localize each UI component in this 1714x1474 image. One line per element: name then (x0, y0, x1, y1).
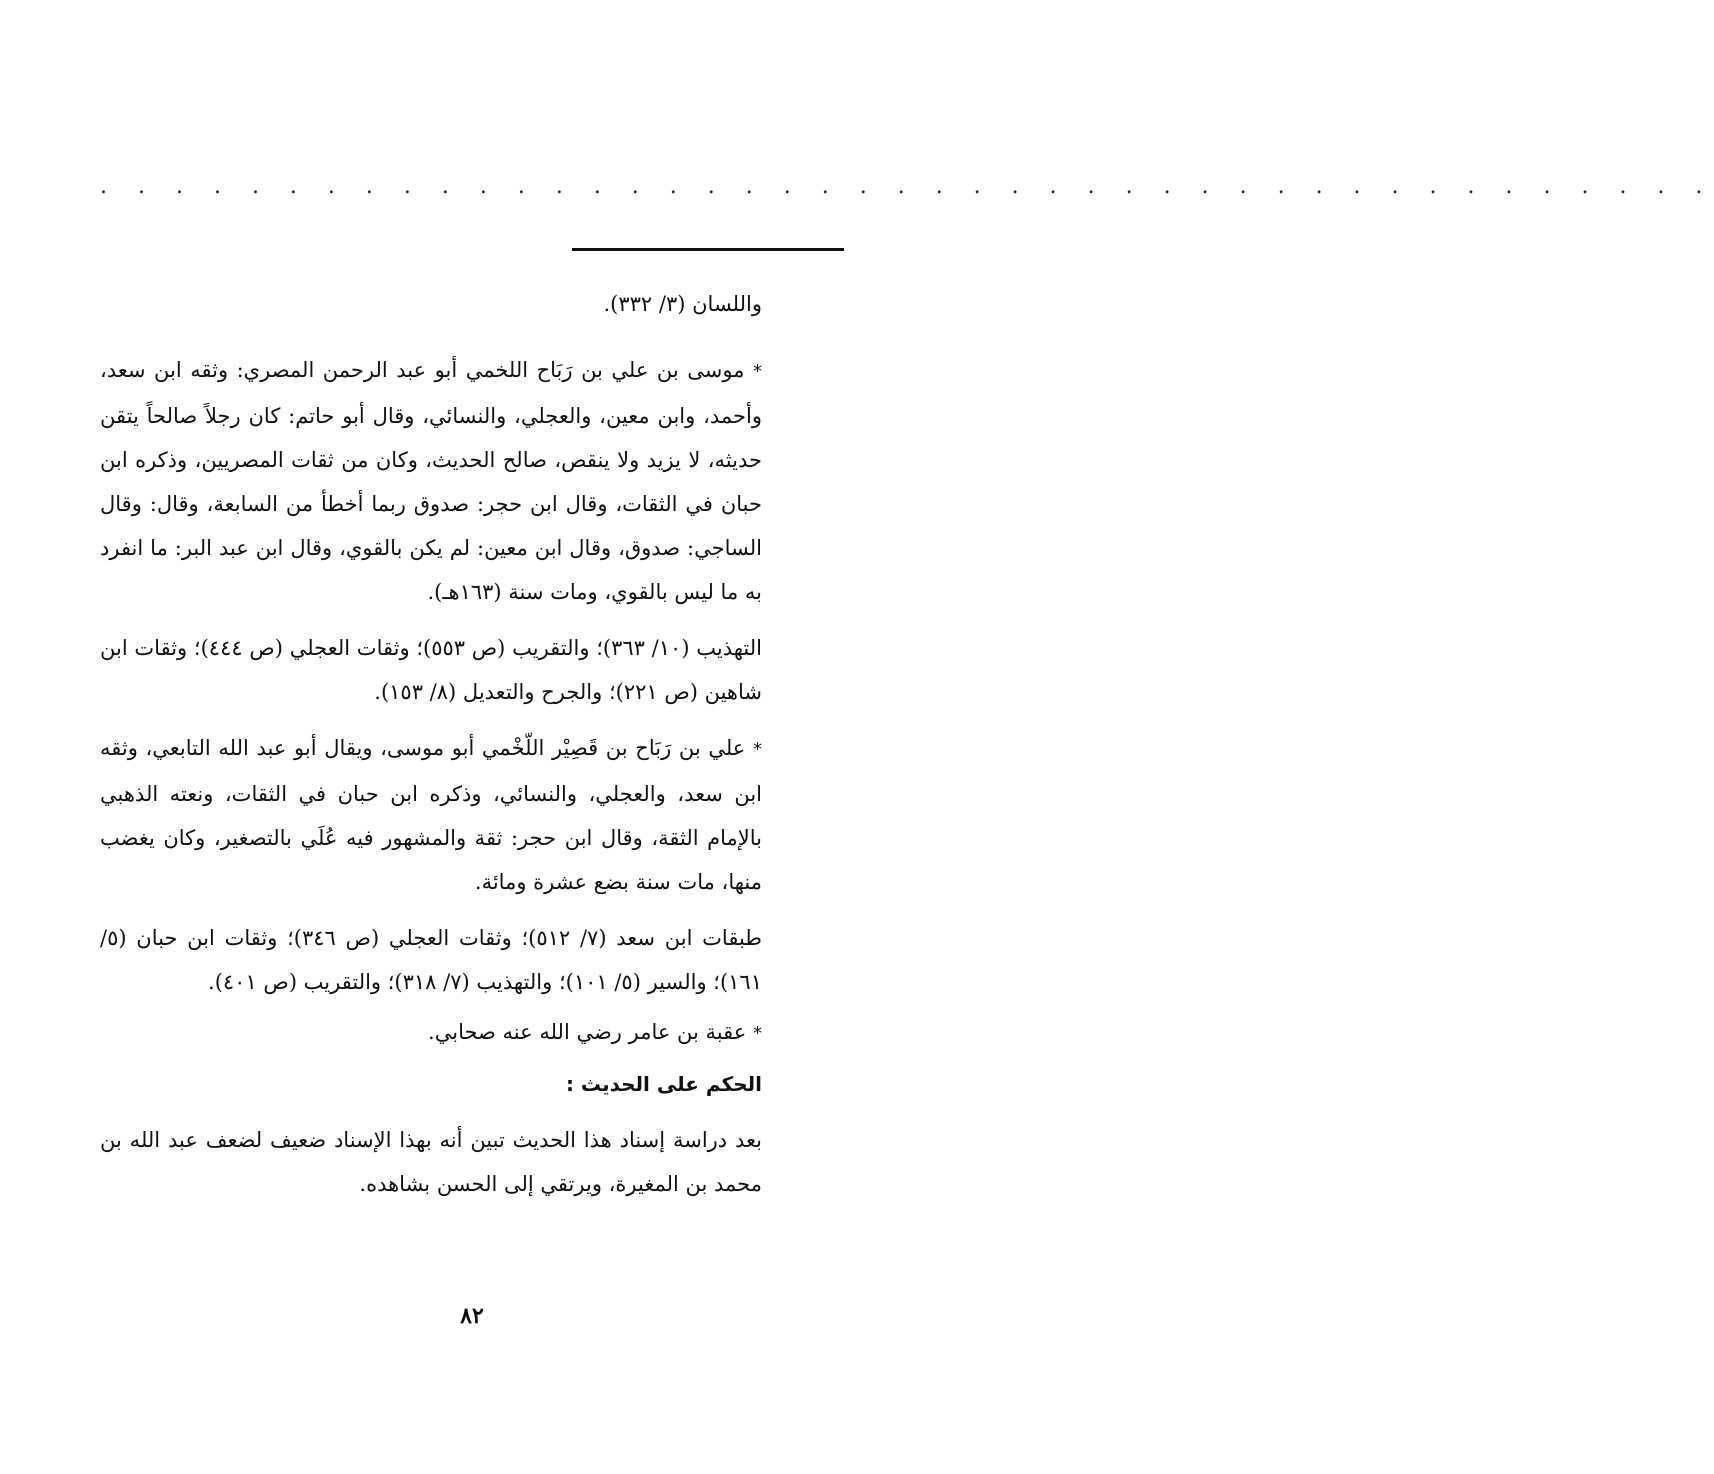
narrator-bio-text: علي بن رَبَاح بن قَصِيْر اللّخْمي أبو موسى، ويقال أبو عبد الله التابعي، وثقه ابن سعد، والعجلي، والنسائي، وذكره ابن حبان في الثقات، ونعته الذهبي بالإمام الثقة، وقال ابن حجر: ثقة والمشهور فيه عُلَي بالتصغير، وكان يغضب منها، مات سنة بضع عشرة ومائة. (100, 736, 762, 894)
footnote-rule (572, 248, 844, 251)
narrator-bio-text: عقبة بن عامر رضي الله عنه صحابي. (428, 1020, 747, 1044)
bullet-star-icon: * (752, 739, 762, 760)
narrator-entry-musa (100, 348, 762, 614)
bullet-star-icon: * (753, 361, 762, 382)
conclusion-paragraph: بعد دراسة إسناد هذا الحديث تبين أنه بهذا الإسناد ضعيف لضعف عبد الله بن محمد بن المغيرة، ويرتقي إلى الحسن بشاهده. (100, 1128, 762, 1196)
page-body (100, 282, 762, 1206)
section-heading: الحكم على الحديث : (565, 1072, 762, 1096)
dotted-separator: . . . . . . . . . . . . . . . . . . . . . . . . . . . . . . . . . . . . . . . . . . . (100, 174, 1714, 199)
page-number: ٨٢ (460, 1303, 484, 1329)
narrator-entry-uqba (100, 1010, 762, 1056)
narrator-references: التهذيب (١٠/ ٣٦٣)؛ والتقريب (ص ٥٥٣)؛ وثقات العجلي (ص ٤٤٤)؛ وثقات ابن شاهين (ص ٢٢١)؛ والجرح والتعديل (٨/ ١٥٣). (100, 636, 762, 704)
bullet-star-icon: * (753, 1023, 762, 1044)
footnote-top: واللسان (٣/ ٣٣٢). (603, 292, 762, 316)
narrator-references: طبقات ابن سعد (٧/ ٥١٢)؛ وثقات العجلي (ص ٣٤٦)؛ وثقات ابن حبان (٥/ ١٦١)؛ والسير (٥/ ١٠١)؛ والتهذيب (٧/ ٣١٨)؛ والتقريب (ص ٤٠١). (100, 926, 762, 994)
narrator-bio-text: موسى بن علي بن رَبَاح اللخمي أبو عبد الرحمن المصري: وثقه ابن سعد، وأحمد، وابن معين، والعجلي، والنسائي، وقال أبو حاتم: كان رجلاً صالحاً يتقن حديثه، لا يزيد ولا ينقص، صالح الحديث، وكان من ثقات المصريين، وذكره ابن حبان في الثقات، وقال ابن حجر: صدوق ربما أخطأ من السابعة، وقال: وقال الساجي: صدوق، وقال ابن معين: لم يكن بالقوي، وقال ابن عبد البر: ما انفرد به ما ليس بالقوي، ومات سنة (١٦٣هـ). (100, 358, 763, 604)
narrator-entry-ali (100, 726, 762, 904)
